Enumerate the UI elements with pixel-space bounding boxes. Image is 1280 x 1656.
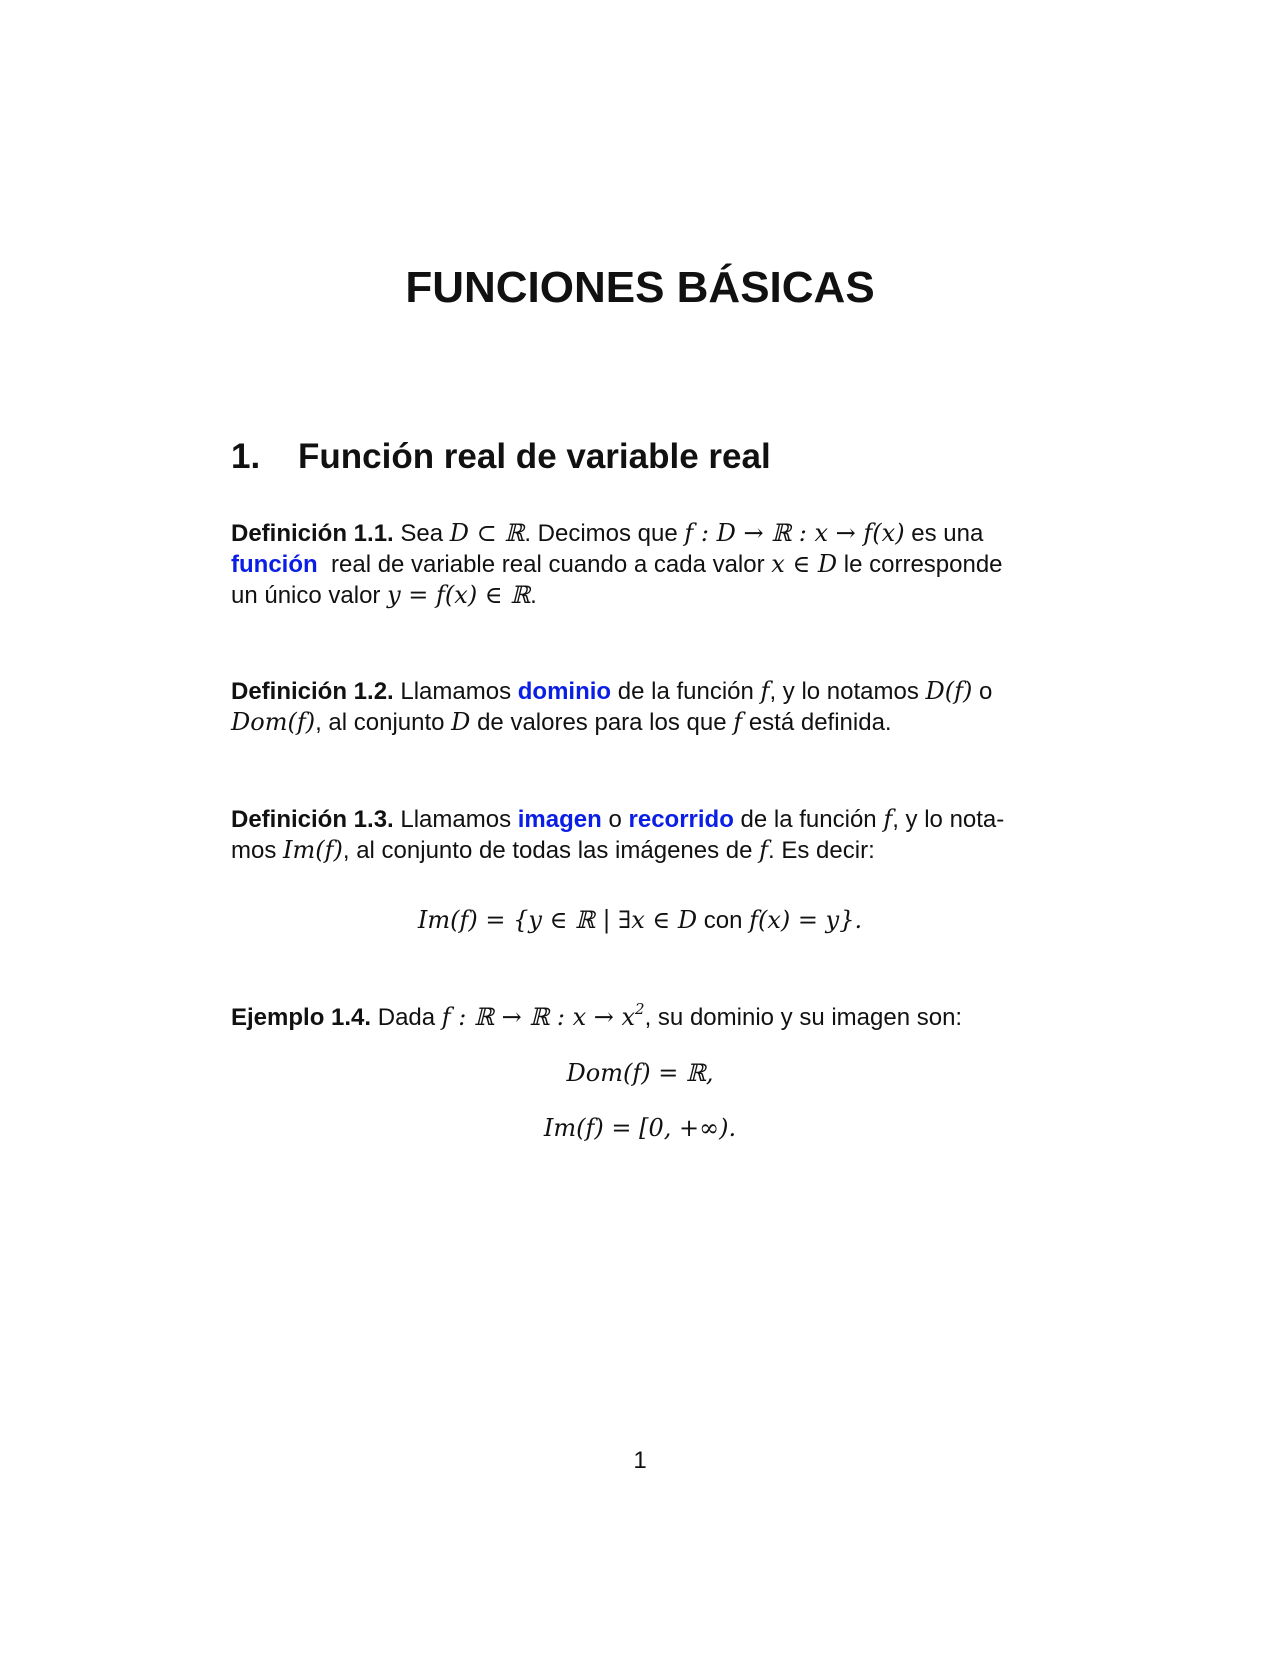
- definition-line: mos Im(f), al conjunto de todas las imágenes de f. Es decir:: [231, 836, 875, 864]
- math-expression: D(f): [925, 677, 973, 705]
- math-expression: Dom(f) = ℝ,: [566, 1059, 714, 1087]
- math-expression: f: [759, 836, 769, 864]
- section-heading: [231, 436, 771, 478]
- keyword-funcion: función: [231, 551, 318, 578]
- definition-line: Definición 1.3. Llamamos imagen o recorrido de la función f, y lo nota-: [231, 805, 1005, 833]
- definition-line: Definición 1.2. Llamamos dominio de la función f, y lo notamos D(f) o: [231, 677, 993, 705]
- definition-line: Dom(f), al conjunto D de valores para los que f está definida.: [231, 708, 892, 736]
- math-expression: y = f(x) ∈ ℝ: [387, 581, 531, 609]
- definition-label: Definición 1.3.: [231, 806, 394, 833]
- definition-label: Definición 1.2.: [231, 678, 394, 705]
- example-label: Ejemplo 1.4.: [231, 1004, 372, 1031]
- definition-line: Definición 1.1. Sea D ⊂ ℝ. Decimos que f : D → ℝ : x → f(x) es una: [231, 519, 984, 547]
- math-expression: x ∈ D: [771, 550, 838, 578]
- math-expression: Im(f): [283, 836, 343, 864]
- example-1-4: [231, 1002, 1046, 1033]
- example-line: Ejemplo 1.4. Dada f : ℝ → ℝ : $x \to x^2$, su dominio y su imagen son:: [231, 1000, 963, 1031]
- math-expression: f: [883, 805, 893, 833]
- math-expression: Im(f) = {y ∈ ℝ | ∃x ∈ D: [417, 906, 698, 934]
- math-expression: D: [451, 708, 471, 736]
- keyword-dominio: dominio: [517, 678, 612, 705]
- definition-1-3: [231, 804, 1046, 866]
- keyword-imagen: imagen: [517, 806, 602, 833]
- math-expression: Im(f) = [0, +∞).: [543, 1114, 737, 1142]
- definition-line: función real de variable real cuando a cada valor x ∈ D le corresponde: [231, 550, 1003, 578]
- page-number: 1: [633, 1447, 647, 1474]
- math-expression: f : D → ℝ : x → f(x): [684, 519, 905, 547]
- math-expression: Dom(f): [231, 708, 316, 736]
- definition-1-1: [231, 518, 1046, 611]
- section-number: 1.: [231, 437, 261, 476]
- display-equation-range: [0, 1113, 1280, 1144]
- definition-line: un único valor y = f(x) ∈ ℝ.: [231, 581, 537, 609]
- math-expression: f: [760, 677, 770, 705]
- display-equation-domain: [0, 1058, 1280, 1089]
- definition-label: Definición 1.1.: [231, 520, 394, 547]
- math-expression: D ⊂ ℝ: [449, 519, 525, 547]
- math-expression: f : ℝ → ℝ : x → x: [441, 1003, 636, 1031]
- page-title: FUNCIONES BÁSICAS: [405, 263, 875, 312]
- math-expression: f(x) = y}.: [749, 906, 863, 934]
- keyword-recorrido: recorrido: [628, 806, 734, 833]
- math-expression: f: [733, 708, 743, 736]
- definition-1-2: [231, 676, 1046, 738]
- math-superscript: 2: [635, 1000, 645, 1018]
- section-title: Función real de variable real: [298, 437, 771, 476]
- display-equation-image: Im(f) = {y ∈ ℝ | ∃x ∈ D con f(x) = y}.: [417, 906, 863, 934]
